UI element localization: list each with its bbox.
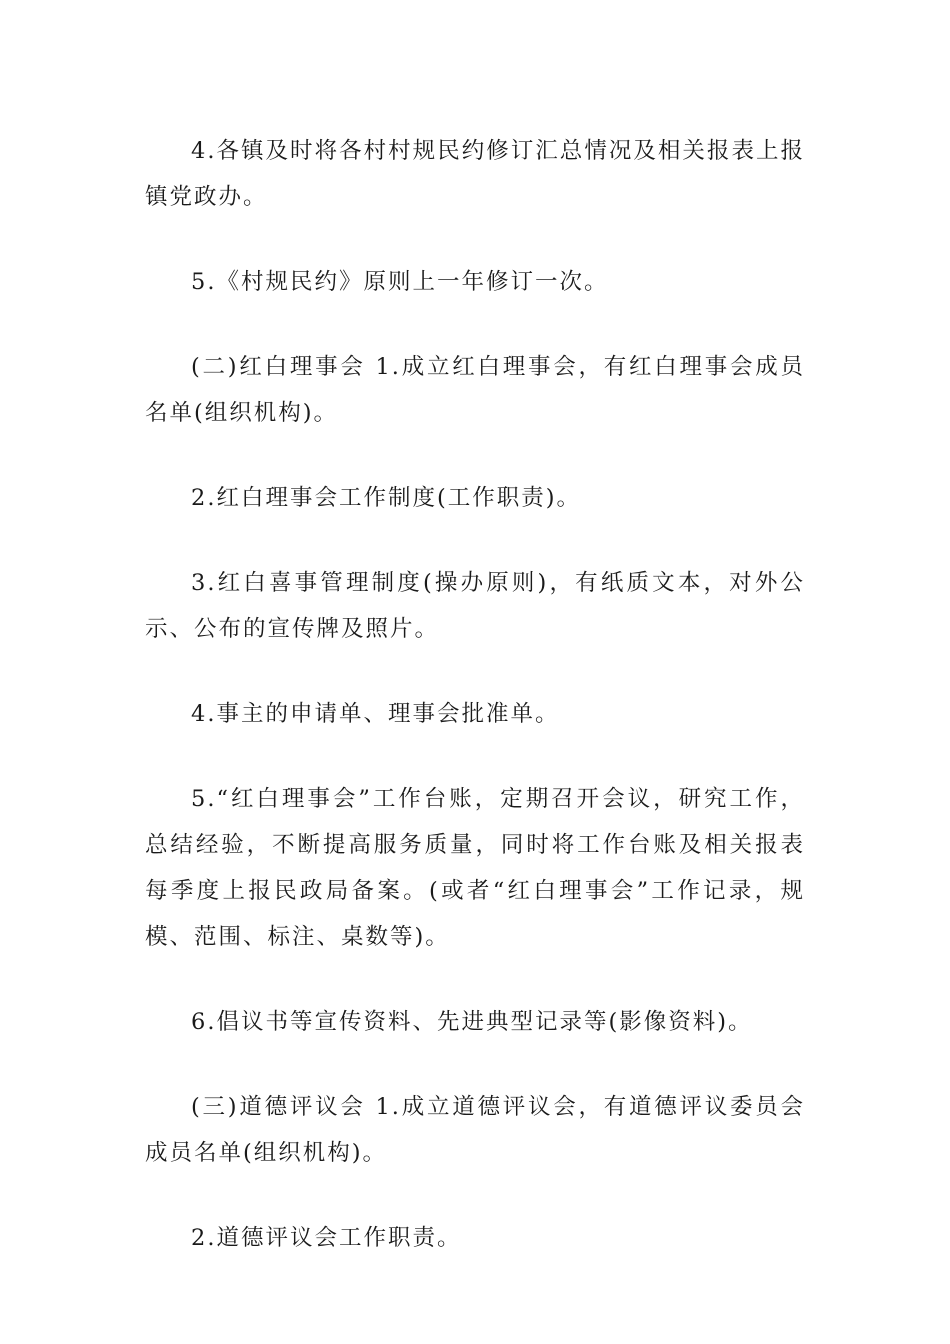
paragraph-council-work-system: 2.红白理事会工作制度(工作职责)。 [191,485,582,511]
paragraph-event-management-system: 3.红白喜事管理制度(操办原则)，有纸质文本，对外公示、公布的宣传牌及照片。 [145,570,805,642]
document-body [145,128,805,1300]
paragraph-section-2-council: (二)红白理事会 1.成立红白理事会，有红白理事会成员名单(组织机构)。 [145,354,805,426]
paragraph-item-4-report: 4.各镇及时将各村村规民约修订汇总情况及相关报表上报镇党政办。 [145,138,805,210]
paragraph-ethics-duties: 2.道德评议会工作职责。 [191,1225,462,1251]
paragraph-section-3-ethics: (三)道德评议会 1.成立道德评议会，有道德评议委员会成员名单(组织机构)。 [145,1094,805,1166]
paragraph-application-form: 4.事主的申请单、理事会批准单。 [191,701,560,727]
paragraph-item-5-revision: 5.《村规民约》原则上一年修订一次。 [191,269,609,295]
paragraph-promotional-materials: 6.倡议书等宣传资料、先进典型记录等(影像资料)。 [191,1009,753,1035]
paragraph-council-ledger: 5.“红白理事会”工作台账，定期召开会议，研究工作，总结经验，不断提高服务质量，同时将工作台账及相关报表每季度上报民政局备案。(或者“红白理事会”工作记录，规模、范围、标注、桌数等)。 [145,786,805,950]
